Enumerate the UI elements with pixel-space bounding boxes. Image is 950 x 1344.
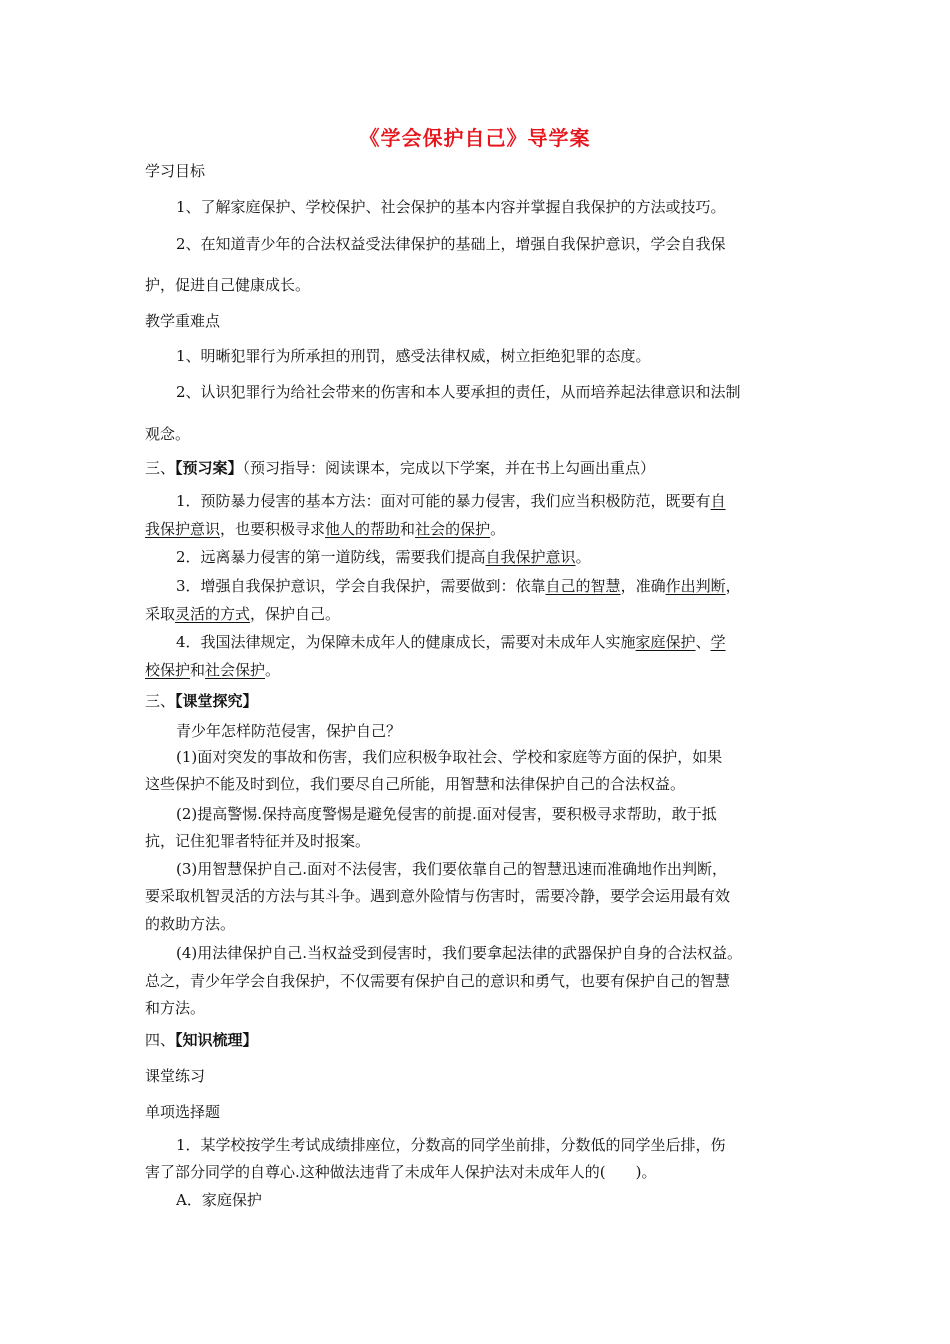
preview-q4-line-1 [176,631,726,653]
explore-p4-line-1: (4)用法律保护自己.当权益受到侵害时，我们要拿起法律的武器保护自身的合法权益。 [176,944,743,962]
explore-p3-line-2: 要采取机智灵活的方法与其斗争。遇到意外险情与伤害时，需要冷静，要学会运用最有效 [145,887,731,905]
preview-q3-line-1 [176,575,741,597]
goals-heading: 学习目标 [145,162,206,180]
text: ，准确 [620,577,666,595]
practice-q1-option-a: A．家庭保护 [176,1191,262,1209]
keypoint-item-2-line-1: 2、认识犯罪行为给社会带来的伤害和本人要承担的责任，从而培养起法律意识和法制 [176,383,741,401]
heading-title: 【课堂探究】 [175,692,258,710]
keypoint-item-1: 1、明晰犯罪行为所承担的刑罚，感受法律权威，树立拒绝犯罪的态度。 [176,347,651,365]
page-title: 《学会保护自己》导学案 [359,126,591,150]
preview-q4-line-2 [145,659,280,681]
answer-blank: 自己的智慧 [545,577,621,595]
answer-blank: 家庭保护 [635,633,696,651]
explore-heading [145,690,258,712]
preview-heading-prefix: 三、 [145,459,176,477]
text: 。 [265,661,281,679]
answer-blank: 校保护 [145,661,191,679]
explore-p2-line-2: 抗，记住犯罪者特征并及时报案。 [145,832,371,850]
explore-p4-line-2: 总之，青少年学会自我保护，不仅需要有保护自己的意识和勇气，也要有保护自己的智慧 [145,972,731,990]
explore-p4-line-3: 和方法。 [145,999,206,1017]
explore-p3-line-1: (3)用智慧保护自己.面对不法侵害，我们要依靠自己的智慧迅速而准确地作出判断， [176,860,728,878]
text: ，也要积极寻求 [220,520,326,538]
preview-heading-title: 【预习案】 [175,459,243,477]
keypoints-heading: 教学重难点 [145,312,221,330]
text: 2．远离暴力侵害的第一道防线，需要我们提高 [176,548,486,566]
preview-q3-line-2 [145,603,340,625]
preview-q1-line-1 [176,490,726,512]
explore-p3-line-3: 的救助方法。 [145,915,236,933]
text: 。 [575,548,591,566]
text: 和 [190,661,206,679]
practice-type: 单项选择题 [145,1103,221,1121]
heading-title: 【知识梳理】 [175,1031,258,1049]
preview-q2 [176,546,591,568]
answer-blank: 学 [710,633,726,651]
answer-blank: 自 [710,492,726,510]
preview-q1-line-2 [145,518,505,540]
answer-blank: 灵活的方式 [175,605,251,623]
explore-question: 青少年怎样防范侵害，保护自己？ [176,722,402,740]
text: 4．我国法律规定，为保障未成年人的健康成长，需要对未成年人实施 [176,633,636,651]
knowledge-heading [145,1029,258,1051]
goal-item-2-line-1: 2、在知道青少年的合法权益受法律保护的基础上，增强自我保护意识，学会自我保 [176,235,726,253]
preview-heading [145,457,655,479]
text: ， [725,577,741,595]
practice-q1-line-1: 1．某学校按学生考试成绩排座位，分数高的同学坐前排，分数低的同学坐后排，伤 [176,1136,726,1154]
answer-blank: 我保护意识 [145,520,221,538]
text: 和 [400,520,416,538]
goal-item-1: 1、了解家庭保护、学校保护、社会保护的基本内容并掌握自我保护的方法或技巧。 [176,198,726,216]
preview-heading-note: （预习指导：阅读课本，完成以下学案，并在书上勾画出重点） [242,459,656,477]
answer-blank: 社会的保护 [415,520,491,538]
goal-item-2-line-2: 护，促进自己健康成长。 [145,276,311,294]
answer-blank: 作出判断 [665,577,726,595]
heading-prefix: 四、 [145,1031,176,1049]
keypoint-item-2-line-2: 观念。 [145,425,191,443]
practice-heading: 课堂练习 [145,1067,206,1085]
text: 1．预防暴力侵害的基本方法：面对可能的暴力侵害，我们应当积极防范，既要有 [176,492,711,510]
explore-p2-line-1: (2)提高警惕.保持高度警惕是避免侵害的前提.面对侵害，要积极寻求帮助，敢于抵 [176,805,717,823]
answer-blank: 他人的帮助 [325,520,401,538]
text: 采取 [145,605,176,623]
practice-q1-line-2: 害了部分同学的自尊心.这种做法违背了未成年人保护法对未成年人的( )。 [145,1163,657,1181]
explore-p1-line-2: 这些保护不能及时到位，我们要尽自己所能，用智慧和法律保护自己的合法权益。 [145,775,686,793]
answer-blank: 社会保护 [205,661,266,679]
explore-p1-line-1: (1)面对突发的事故和伤害，我们应积极争取社会、学校和家庭等方面的保护，如果 [176,748,723,766]
text: 。 [490,520,506,538]
text: 、 [695,633,711,651]
answer-blank: 自我保护意识 [485,548,576,566]
heading-prefix: 三、 [145,692,176,710]
text: 3．增强自我保护意识，学会自我保护，需要做到：依靠 [176,577,546,595]
text: ，保护自己。 [250,605,341,623]
